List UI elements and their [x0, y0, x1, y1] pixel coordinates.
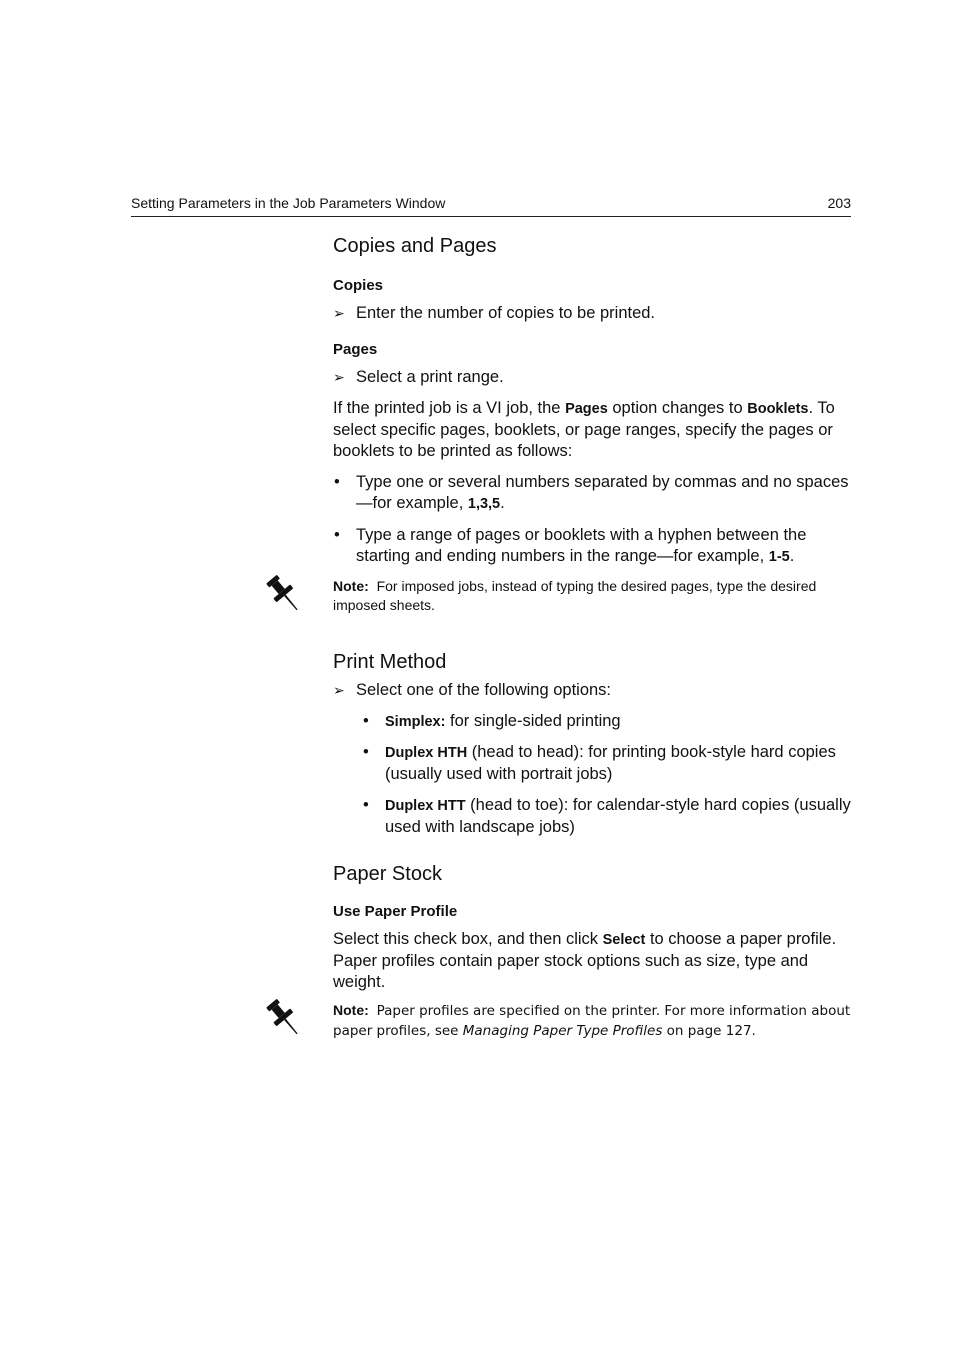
note-label: Note: — [333, 578, 369, 594]
page-number: 203 — [827, 195, 851, 211]
arrowhead-icon: ➢ — [333, 682, 345, 698]
arrowhead-icon: ➢ — [333, 305, 345, 321]
subheading-copies: Copies — [333, 277, 384, 294]
bullet-dot: • — [363, 743, 369, 761]
step-copies: ➢ Enter the number of copies to be printed. — [333, 304, 656, 322]
section-heading-paper-stock: Paper Stock — [333, 863, 442, 885]
paragraph-vi-job: If the printed job is a VI job, the Pages option changes to Booklets. To select specific pages, booklets, or page ranges, specify the pages or booklets to be printed as follows: — [333, 399, 835, 460]
main-content — [333, 235, 851, 1041]
step-print-method: ➢ Select one of the following options: — [333, 681, 612, 699]
section-heading-copies-and-pages: Copies and Pages — [333, 235, 497, 257]
keyword-select: Select — [602, 932, 646, 948]
header-title: Setting Parameters in the Job Parameters Window — [131, 195, 446, 211]
bullet-dot: • — [334, 473, 340, 491]
subheading-use-paper-profile: Use Paper Profile — [333, 903, 458, 920]
section-heading-print-method: Print Method — [333, 651, 447, 673]
list-item: • Type a range of pages or booklets with a hyphen between the starting and ending numbers in the range—for example, 1-5. — [334, 526, 807, 565]
note-paper-profiles: Note: Paper profiles are specified on the printer. For more information about paper profiles, see Managing Paper Type Profiles on page 127. — [333, 1001, 851, 1041]
keyword-booklets: Booklets — [747, 401, 809, 417]
pushpin-note-icon — [261, 571, 305, 617]
step-pages: ➢ Select a print range. — [333, 368, 504, 386]
list-item-duplex-hth: • Duplex HTH (head to head): for printing book-style hard copies (usually used with portrait jobs) — [363, 743, 836, 783]
arrowhead-icon: ➢ — [333, 369, 345, 385]
note-imposed-jobs: Note: For imposed jobs, instead of typing the desired pages, type the desired imposed sheets. — [333, 577, 851, 615]
bullet-dot: • — [363, 796, 369, 814]
note-label: Note: — [333, 1002, 369, 1018]
pushpin-note-icon — [261, 995, 305, 1041]
page-header — [131, 194, 851, 217]
link-managing-paper-type-profiles[interactable]: Managing Paper Type Profiles — [462, 1023, 663, 1039]
list-item-simplex: • Simplex: for single-sided printing — [363, 712, 621, 730]
bullet-dot: • — [363, 712, 369, 730]
paragraph-paper-profile: Select this check box, and then click Select to choose a paper profile. Paper profiles contain paper stock options such as size, type and weight. — [333, 930, 837, 991]
list-item: • Type one or several numbers separated by commas and no spaces—for example, 1,3,5. — [334, 473, 849, 512]
bullet-dot: • — [334, 526, 340, 544]
list-item-duplex-htt: • Duplex HTT (head to toe): for calendar-style hard copies (usually used with landscape jobs) — [363, 796, 851, 836]
keyword-pages: Pages — [565, 401, 608, 417]
subheading-pages: Pages — [333, 341, 378, 358]
